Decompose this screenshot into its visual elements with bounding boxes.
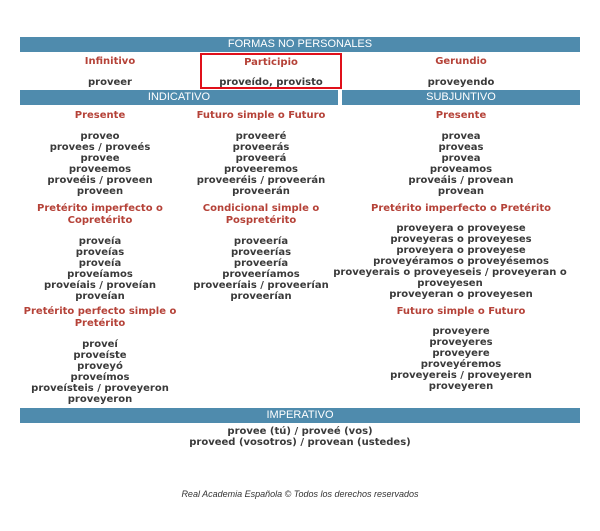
form: proveerían [230,291,292,302]
copyright-footer: Real Academia Española © Todos los derechos reservados [181,489,419,499]
form: proveen [76,186,124,197]
infinitivo-value: proveer [88,77,132,88]
form: proveerías [230,247,292,258]
form: proveerán [232,186,290,197]
form: proveyereis / proveyeren [390,370,532,381]
gerundio-value: proveyendo [427,77,495,88]
form: proveías [75,247,125,258]
subjuntivo-header: SUBJUNTIVO [342,90,580,105]
form: proveeríais / proveerían [193,280,329,291]
empty-cell [180,302,342,405]
infinitivo-label: Infinitivo [84,56,136,67]
infinitivo-cell [20,52,200,90]
form: proveía [78,236,122,247]
ind-perfecto-cell [20,302,180,405]
form: provee [80,153,120,164]
sub-imperfecto-label: Pretérito imperfecto o Pretérito [371,203,551,214]
form: proveíais / proveían [44,280,156,291]
imperativo-cell [20,423,580,448]
form: proveyere [432,348,490,359]
conjugation-table [20,37,580,448]
form: provea [441,153,481,164]
participio-value: proveído, provisto [219,77,323,88]
ind-condicional-label: Condicional simple o Pospretérito [202,203,320,226]
ind-presente-label: Presente [74,110,126,121]
form: proveyeres [429,337,493,348]
sub-futuro-cell [342,302,580,405]
sub-futuro-label: Futuro simple o Futuro [396,306,526,317]
sub-imperfecto-forms [333,223,580,300]
perfecto-row [20,302,580,405]
form: proveéis / proveen [47,175,153,186]
form: proveísteis / proveyeron [31,383,169,394]
form: proveían [75,291,125,302]
ind-perfecto-forms [20,339,180,405]
form: proveyéramos o proveyésemos [373,256,549,267]
formas-no-personales-header: FORMAS NO PERSONALES [20,37,580,52]
sub-presente-label: Presente [435,110,487,121]
form: proveímos [70,372,130,383]
form: provean [437,186,485,197]
sub-presente-forms [342,131,580,197]
form: proveeré [235,131,287,142]
form: proveeréis / proveerán [196,175,326,186]
form: proveerás [232,142,290,153]
ind-imperfecto-label: Pretérito imperfecto o Copretérito [37,203,163,226]
imperativo-form: proveed (vosotros) / provean (ustedes) [189,437,411,448]
sub-futuro-forms [342,326,580,392]
indicativo-header: INDICATIVO [20,90,338,105]
ind-futuro-forms [180,131,342,197]
imperativo-form: provee (tú) / proveé (vos) [227,426,373,437]
sub-imperfecto-cell [333,197,580,302]
participio-cell [200,53,342,89]
imperativo-header: IMPERATIVO [20,408,580,423]
gerundio-label: Gerundio [435,56,487,67]
form: proveamos [429,164,493,175]
form: proveáis / provean [408,175,514,186]
form: proveerá [235,153,287,164]
form: proveía [78,258,122,269]
form: proveyéremos [420,359,502,370]
ind-imperfecto-cell [20,197,180,302]
form: proveyerais o proveyeseis / proveyeran o proveyesen [333,267,567,289]
form: proveyere [432,326,490,337]
form: proveyeras o proveyeses [390,234,532,245]
ind-presente-cell [20,105,180,197]
ind-presente-forms [20,131,180,197]
form: proveemos [68,164,132,175]
form: proveo [80,131,120,142]
form: proveíamos [67,269,133,280]
gerundio-cell [342,52,580,90]
ind-imperfecto-forms [20,236,180,302]
sub-presente-cell [342,105,580,197]
form: proveería [233,236,289,247]
form: proveíste [73,350,127,361]
presente-row [20,105,580,197]
ind-futuro-cell [180,105,342,197]
form: proveyeran o proveyesen [389,289,533,300]
form: proveeremos [224,164,298,175]
form: proveas [438,142,484,153]
form: proveyera o proveyese [396,245,526,256]
form: proveyeren [428,381,494,392]
ind-futuro-label: Futuro simple o Futuro [196,110,326,121]
form: provees / proveés [49,142,151,153]
form: proveyó [77,361,123,372]
form: provea [441,131,481,142]
form: proveería [233,258,289,269]
no-personales-row [20,52,580,90]
form: proveeríamos [222,269,300,280]
imperfecto-row [20,197,580,302]
participio-label: Participio [244,57,298,68]
form: proveyeron [67,394,133,405]
mood-header-row [20,90,580,105]
form: proveyera o proveyese [396,223,526,234]
ind-perfecto-label: Pretérito perfecto simple o Pretérito [23,306,177,329]
form: proveí [82,339,118,350]
